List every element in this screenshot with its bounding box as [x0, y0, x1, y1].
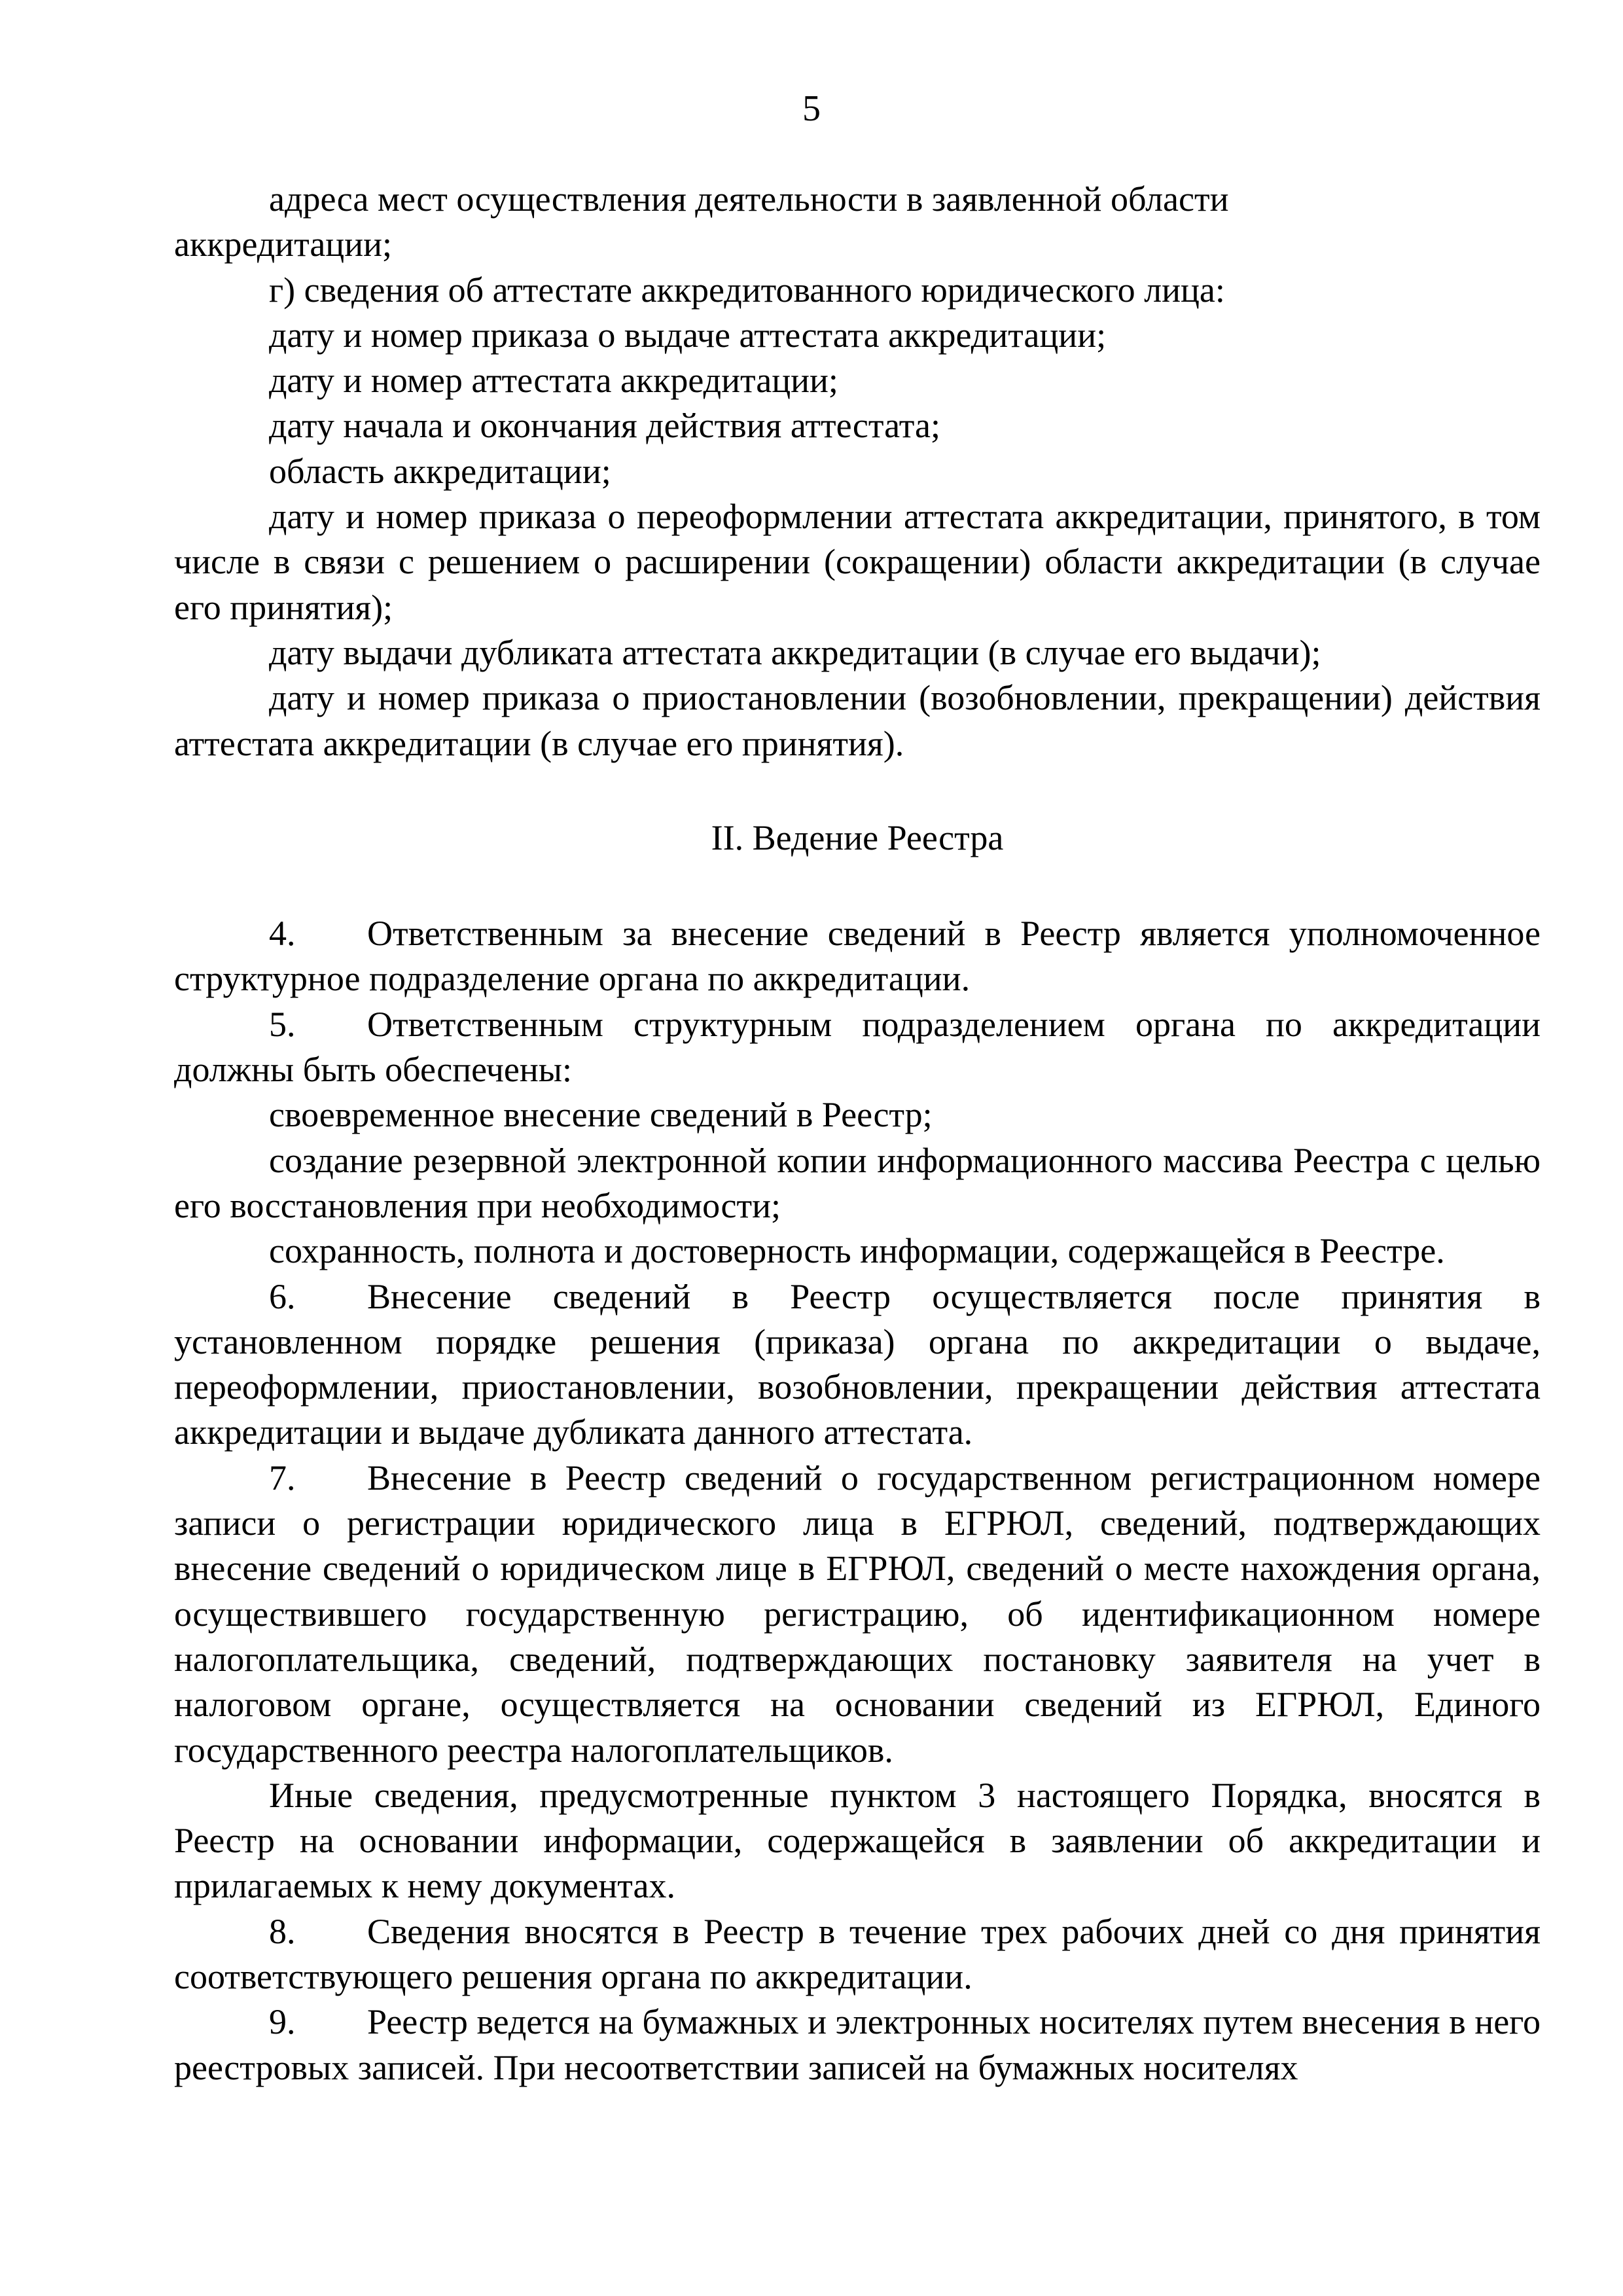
document-body — [174, 177, 1541, 2090]
section-title: II. Ведение Реестра — [711, 817, 1004, 857]
clause-number: 4. — [269, 914, 296, 954]
clause-5-item: сохранность, полнота и достоверность информации, содержащейся в Реестре. — [269, 1231, 1445, 1271]
item-g-entry: дату выдачи дубликата аттестата аккредитации (в случае его выдачи); — [269, 632, 1321, 672]
clause-number: 7. — [269, 1458, 296, 1498]
item-g-entry: дату начала и окончания действия аттестата; — [269, 406, 940, 446]
clause-number: 9. — [269, 2002, 296, 2042]
item-g-entry: дату и номер приказа о выдаче аттестата аккредитации; — [269, 315, 1107, 355]
clause-text: Внесение в Реестр сведений о государственном регистрационном номере записи о регистрации юридического лица в ЕГРЮЛ, сведений, подтверждающих внесение сведений о юридическом лице в ЕГРЮЛ, сведений о месте нахождения органа, осуществившего государственную регистрацию, об идентификационном номере налогоплательщика, сведений, подтверждающих постановку заявителя на учет в налоговом органе, осуществляется на основании сведений из ЕГРЮЛ, Единого государственного реестра налогоплательщиков. — [174, 1458, 1541, 1770]
item-g-entry: дату и номер приказа о переоформлении аттестата аккредитации, принятого, в том числе в связи с решением о расширении (сокращении) области аккредитации (в случае его принятия); — [174, 497, 1541, 627]
clause-9 — [174, 2000, 1541, 2090]
clause-5-item: своевременное внесение сведений в Реестр; — [269, 1095, 933, 1135]
clause-6 — [174, 1274, 1541, 1456]
clause-5-item: создание резервной электронной копии информационного массива Реестра с целью его восстановления при необходимости; — [174, 1140, 1541, 1225]
item-g-entry: область аккредитации; — [269, 451, 611, 491]
clause-text: Ответственным структурным подразделением органа по аккредитации должны быть обеспечены: — [174, 1004, 1541, 1090]
item-g-heading: г) сведения об аттестате аккредитованного юридического лица: — [269, 270, 1225, 310]
clause-5 — [174, 1002, 1541, 1093]
item-g-entry: дату и номер приказа о приостановлении (возобновлении, прекращении) действия аттестата аккредитации (в случае его принятия). — [174, 678, 1541, 763]
clause-number: 5. — [269, 1004, 296, 1044]
continuation-line-2: аккредитации; — [174, 224, 392, 264]
clause-text: Ответственным за внесение сведений в Реестр является уполномоченное структурное подразделение органа по аккредитации. — [174, 914, 1541, 999]
continuation-line-1: адреса мест осуществления деятельности в заявленной области — [269, 179, 1229, 219]
clause-text: Внесение сведений в Реестр осуществляется после принятия в установленном порядке решения (приказа) органа по аккредитации о выдаче, переоформлении, приостановлении, возобновлении, прекращении действия аттестата аккредитации и выдаче дубликата данного аттестата. — [174, 1276, 1541, 1452]
clause-text: Сведения вносятся в Реестр в течение трех рабочих дней со дня принятия соответствующего решения органа по аккредитации. — [174, 1911, 1541, 1996]
item-g-entry: дату и номер аттестата аккредитации; — [269, 361, 838, 401]
clause-number: 8. — [269, 1911, 296, 1951]
clause-7-extra: Иные сведения, предусмотренные пунктом 3 настоящего Порядка, вносятся в Реестр на основании информации, содержащейся в заявлении об аккредитации и прилагаемых к нему документах. — [174, 1775, 1541, 1906]
clause-number: 6. — [269, 1276, 296, 1316]
clause-text: Реестр ведется на бумажных и электронных носителях путем внесения в него реестровых записей. При несоответствии записей на бумажных носителях — [174, 2002, 1541, 2087]
clause-8 — [174, 1909, 1541, 2000]
page-number: 5 — [802, 88, 821, 129]
clause-4 — [174, 911, 1541, 1002]
clause-7 — [174, 1456, 1541, 1773]
